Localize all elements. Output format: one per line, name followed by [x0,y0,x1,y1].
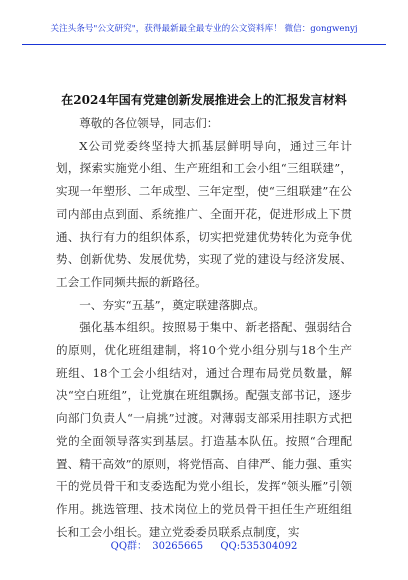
header-banner: 关注头条号"公文研究"，获得最新最全最专业的公文资料库！ 微信：gongwenyj [50,24,358,34]
section-body-paragraph: 强化基本组织。按照易于集中、新老搭配、强弱结合的原则，优化班组建制，将10个党小组分别与18个生产班组、18个工会小组结对，通过合理布局党员数量，解决“空白班组”，让党旗在班组飘扬。配强支部书记，逐步向部门负责人“一肩挑”过渡。对薄弱支部采用挂职方式把党的全面领导落实到基层。打造基本队伍。按照“合理配置、精干高效”的原则，将党悟高、自律严、能力强、重实干的党员骨干和支委选配为党小组长，发挥“领头雁”引领作用。挑选管理、技术岗位上的党员骨干担任生产班组组长和工会小组长。建立党委委员联系点制度，实 [56,320,352,539]
document-title: 在2024年国有党建创新发展推进会上的汇报发言材料 [61,93,347,107]
section-heading-1: 一、夯实“五基”，奠定联建落脚点。 [79,297,265,312]
salutation-paragraph: 尊敬的各位领导，同志们： [79,116,219,130]
footer-qq-number: QQ:535304092 [220,541,298,552]
footer-qq-group: QQ群： 30265665 [110,541,204,552]
header-divider [22,44,386,45]
intro-paragraph: X公司党委终坚持大抓基层鲜明导向，通过三年计划，探索实施党小组、生产班组和工会小组“三组联建”，实现一年塑形、二年成型、三年定型，使“三组联建”在公司内部由点到面、系统推广、全面开花，促进形成上下贯通、执行有力的组织体系，切实把党建优势转化为竞争优势、创新优势、发展优势，实现了党的建设与经济发展、工会工作同频共振的新路径。 [56,138,352,289]
document-body [56,112,352,543]
footer-contact [0,537,408,552]
